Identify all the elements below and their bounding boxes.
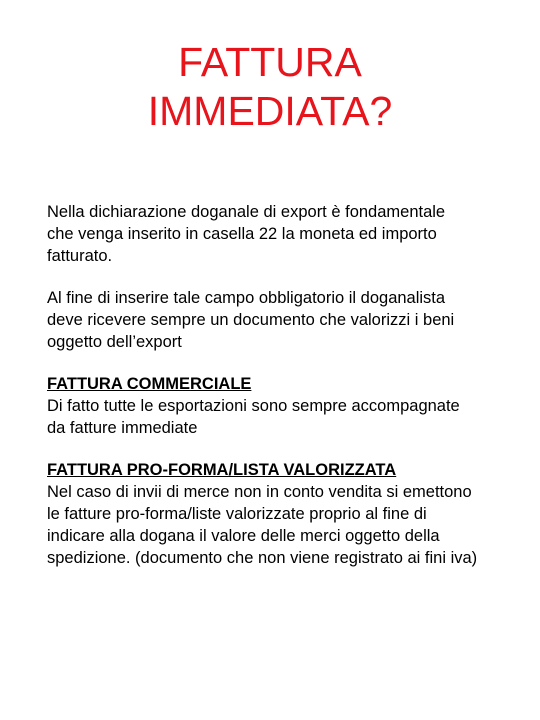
section-heading-commercial-invoice: FATTURA COMMERCIALE	[47, 375, 252, 393]
text-line: Nel caso di invii di merce non in conto vendita si emettono	[47, 483, 472, 501]
text-line: le fatture pro-forma/liste valorizzate proprio al fine di	[47, 505, 427, 523]
slide-body	[47, 201, 527, 589]
paragraph-customs-declaration	[47, 201, 527, 267]
text-line: Di fatto tutte le esportazioni sono sempre accompagnate	[47, 397, 460, 415]
paragraph-required-document	[47, 287, 527, 353]
text-line: deve ricevere sempre un documento che valorizzi i beni	[47, 311, 455, 329]
text-line: Al fine di inserire tale campo obbligatorio il doganalista	[47, 289, 446, 307]
text-line: fatturato.	[47, 247, 113, 265]
text-line: che venga inserito in casella 22 la moneta ed importo	[47, 225, 437, 243]
slide-title	[0, 38, 540, 136]
text-line: spedizione. (documento che non viene registrato ai fini iva)	[47, 549, 478, 567]
text-line: oggetto dell’export	[47, 333, 182, 351]
text-line: da fatture immediate	[47, 419, 198, 437]
section-proforma-invoice	[47, 459, 527, 569]
text-line: indicare alla dogana il valore delle merci oggetto della	[47, 527, 440, 545]
slide-title-line-1: FATTURA	[178, 39, 362, 85]
section-heading-proforma-invoice: FATTURA PRO-FORMA/LISTA VALORIZZATA	[47, 461, 397, 479]
slide-title-line-2: IMMEDIATA?	[147, 88, 393, 134]
text-line: Nella dichiarazione doganale di export è fondamentale	[47, 203, 446, 221]
section-commercial-invoice	[47, 373, 527, 439]
